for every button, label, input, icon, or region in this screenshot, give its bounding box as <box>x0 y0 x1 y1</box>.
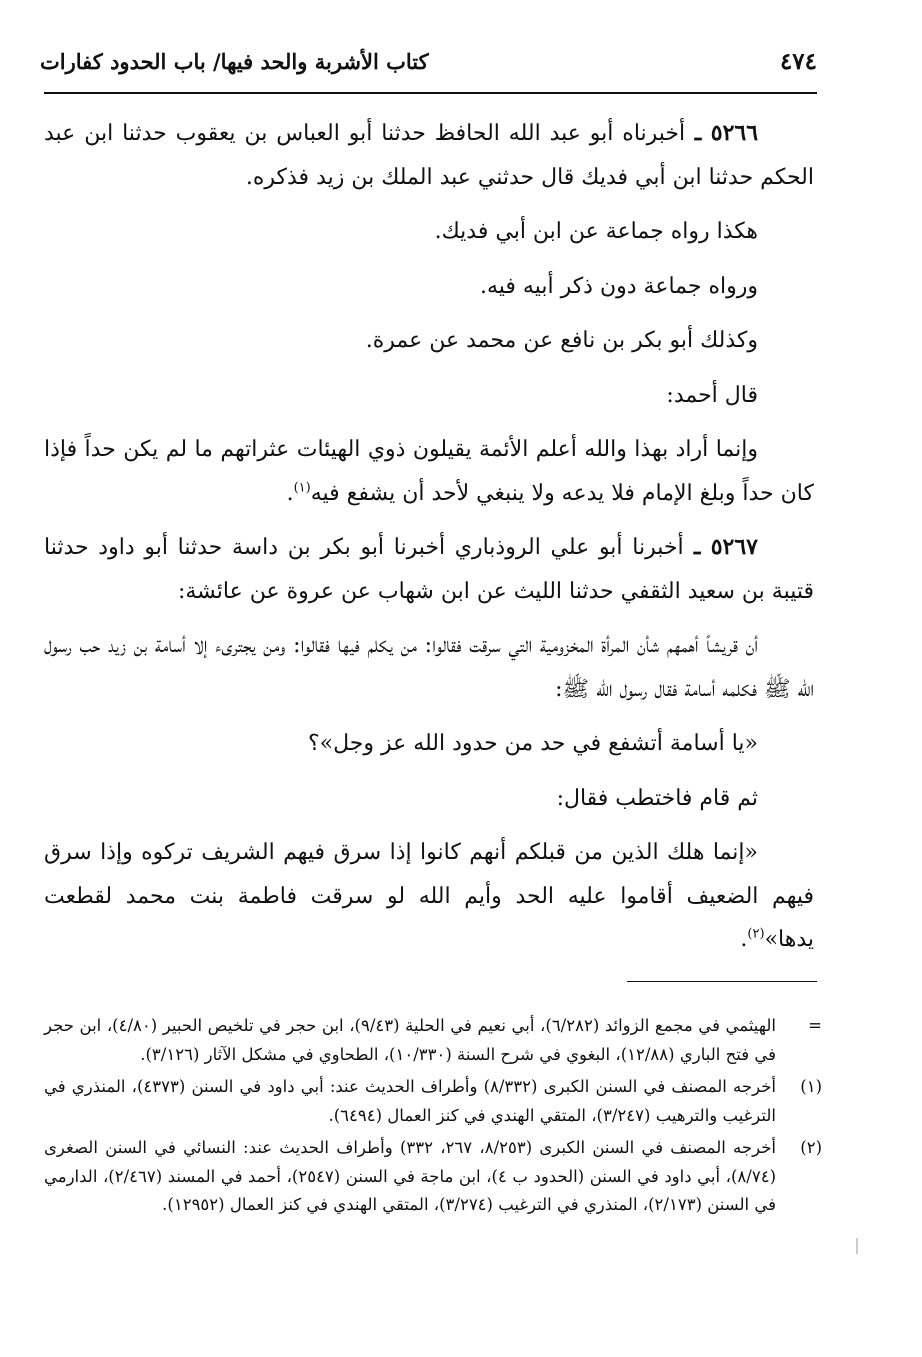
hadith-number: ٥٢٦٦ ـ <box>685 120 759 146</box>
text-paragraph: وكذلك أبو بكر بن نافع عن محمد عن عمرة. <box>365 328 758 353</box>
text-paragraph: ورواه جماعة دون ذكر أبيه فيه. <box>479 273 758 299</box>
text-paragraph: أن قريشاً أهمهم شأن المرأة المخزومية التي سرقت فقالوا: من يكلم فيها فقالوا: ومن يجترىء إلا أسامة بن زيد حب رسول الله ﷺ فكلمه أسامة فقال رسول الله ﷺ: <box>44 633 814 702</box>
text-paragraph: «يا أسامة أتشفع في حد من حدود الله عز وجل»؟ <box>307 731 758 756</box>
hadith-number: ٥٢٦٧ ـ <box>683 534 758 560</box>
text-paragraph: هكذا رواه جماعة عن ابن أبي فديك. <box>434 219 758 244</box>
running-title: كتاب الأشربة والحد فيها/ باب الحدود كفارات <box>40 48 429 74</box>
footnote <box>44 1134 822 1220</box>
footnote-ref: (١) <box>293 480 311 496</box>
footnote-rule <box>627 981 817 982</box>
running-header <box>40 38 817 84</box>
footnote-ref: (٢) <box>747 926 765 942</box>
text-paragraph: قال أحمد: <box>666 382 758 408</box>
footnote-mark: (١) <box>800 1077 822 1096</box>
main-text <box>44 112 814 973</box>
hadith-paragraph: ٥٢٦٦ ـ أخبرناه أبو عبد الله الحافظ حدثنا أبو العباس بن يعقوب حدثنا ابن عبد الحكم حدثنا ابن أبي فديك قال حدثني عبد الملك بن زيد فذكره. <box>44 120 814 190</box>
footnote-text: أخرجه المصنف في السنن الكبرى (٨/٢٥٣، ٢٦٧، ٣٣٢) وأطراف الحديث عند: النسائي في السنن الصغرى (٨/٧٤)، أبي داود في السنن (الحدود ب ٤)، ابن ماجة في السنن (٢٥٤٧)، أحمد في المسند (٢/٤٦٧)، الدارمي في السنن (٢/١٧٣)، المنذري في الترغيب (٣/٢٧٤)، المتقي الهندي في كنز العمال (١٢٩٥٢). <box>44 1138 776 1214</box>
text-paragraph: «إنما هلك الذين من قبلكم أنهم كانوا إذا سرق فيهم الشريف تركوه وإذا سرق فيهم الضعيف أقاموا عليه الحد وأيم الله لو سرقت فاطمة بنت محمد لقطعت يدها»$^{(٢)}$. <box>44 840 814 952</box>
header-rule <box>44 92 817 94</box>
footnote-mark: (٢) <box>800 1138 822 1157</box>
text-paragraph: ثم قام فاختطب فقال: <box>556 785 758 811</box>
page-number: ٤٧٤ <box>779 47 817 75</box>
footnote <box>44 1073 822 1130</box>
footnote-mark: = <box>808 1016 822 1035</box>
footnote-text: أخرجه المصنف في السنن الكبرى (٨/٣٣٢) وأطراف الحديث عند: أبي داود في السنن (٤٣٧٣)، المنذري في الترغيب والترهيب (٣/٢٤٧)، المتقي الهندي في كنز العمال (٦٤٩٤). <box>44 1077 776 1125</box>
footnote-text: الهيثمي في مجمع الزوائد (٦/٢٨٢)، أبي نعيم في الحلية (٩/٤٣)، ابن حجر في تلخيص الحبير (٤/٨٠)، ابن حجر في فتح الباري (١٢/٨٨)، البغوي في شرح السنة (١٠/٣٣٠)، الطحاوي في مشكل الآثار (٣/١٢٦). <box>44 1016 776 1064</box>
text-paragraph: وإنما أراد بهذا والله أعلم الأئمة يقيلون ذوي الهيئات عثراتهم ما لم يكن حداً فإذا كان حداً وبلغ الإمام فلا يدعه ولا ينبغي لأحد أن يشفع فيه$^{(١)}$. <box>44 437 814 506</box>
hadith-paragraph: ٥٢٦٧ ـ أخبرنا أبو علي الروذباري أخبرنا أبو بكر بن داسة حدثنا أبو داود حدثنا قتيبة بن سعيد الثقفي حدثنا الليث عن ابن شهاب عن عروة عن عائشة: <box>44 534 814 604</box>
footnote <box>44 1012 822 1069</box>
footnotes <box>44 1012 822 1224</box>
scan-mark <box>856 1238 858 1254</box>
